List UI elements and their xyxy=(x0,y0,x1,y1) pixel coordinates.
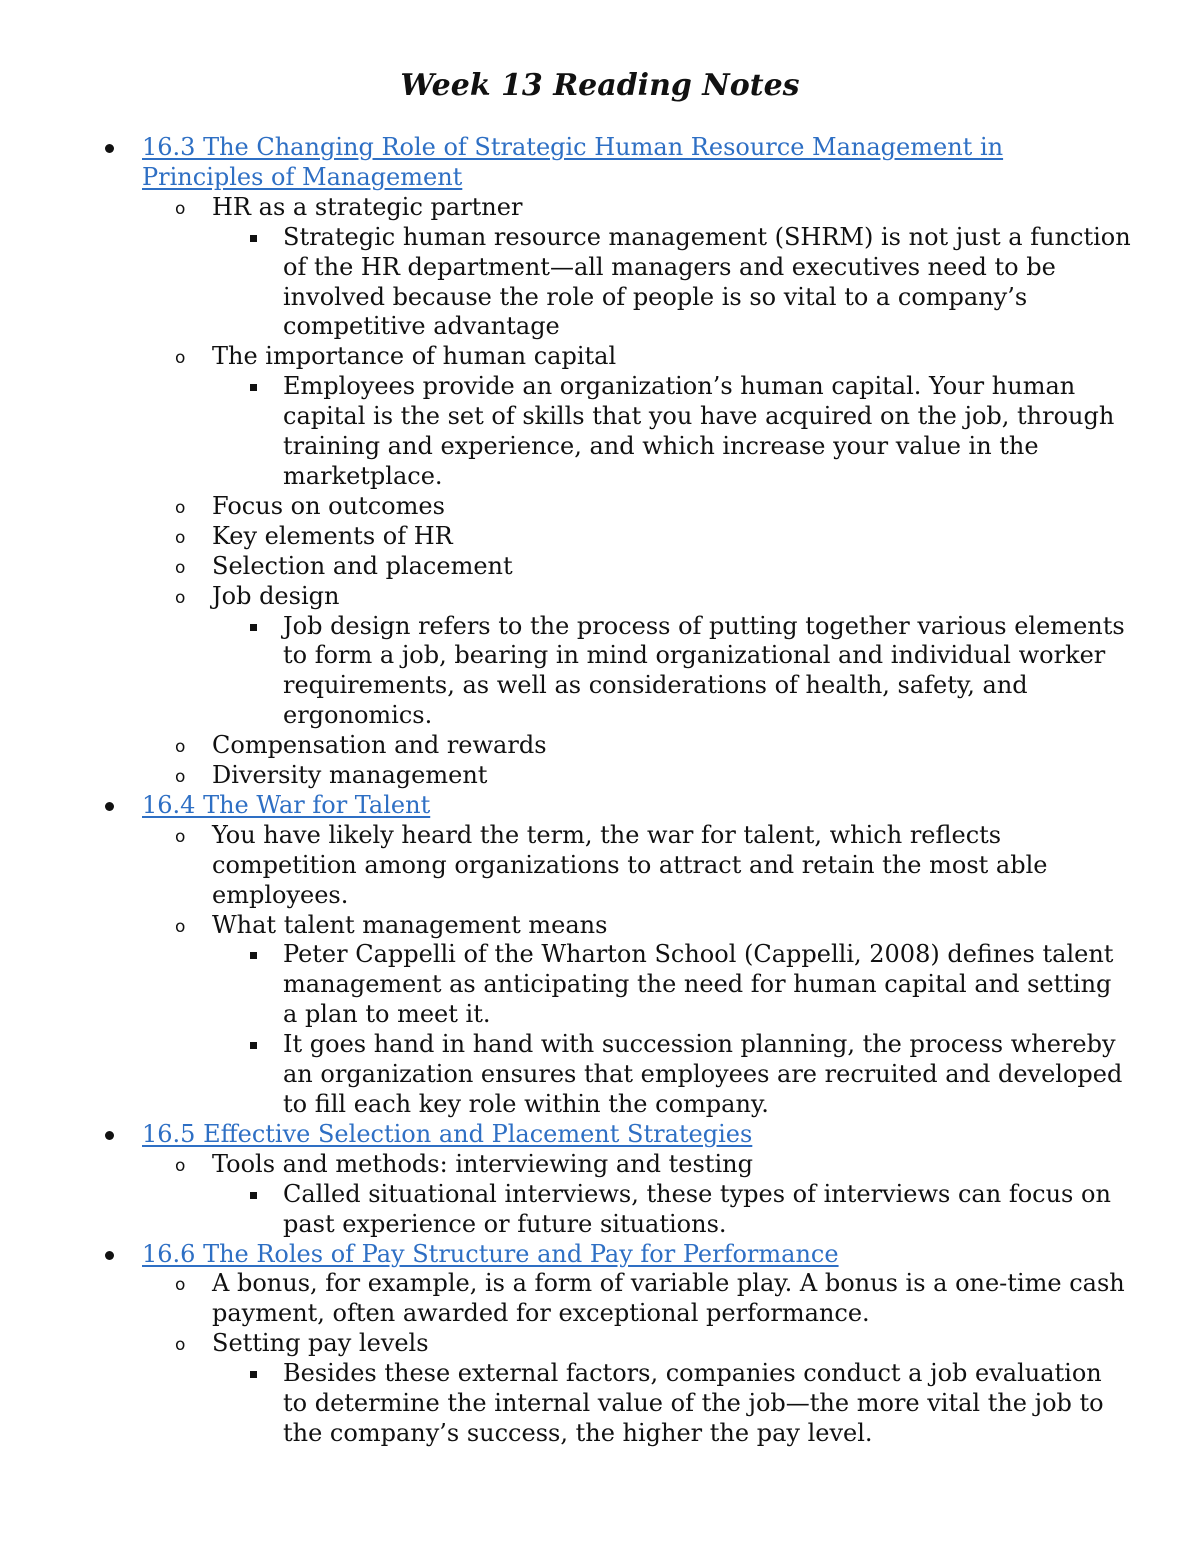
bullet-circle-icon: o xyxy=(175,527,186,548)
subtopic-text: Diversity management xyxy=(212,761,488,790)
section-item xyxy=(142,1240,1132,1449)
subtopic-item xyxy=(175,910,1132,1120)
bullet-square-icon xyxy=(250,952,257,959)
bullet-circle-icon: o xyxy=(175,737,186,758)
subtopic-text: A bonus, for example, is a form of variable play. A bonus is a one-time cash payment, often awarded for exceptional performance. xyxy=(212,1269,1125,1328)
note-item xyxy=(283,940,1132,1030)
bullet-circle-icon: o xyxy=(175,826,186,847)
note-item xyxy=(283,1180,1132,1240)
note-item xyxy=(283,372,1132,492)
subtopic-text: The importance of human capital xyxy=(212,342,617,371)
subtopic-text: What talent management means xyxy=(212,910,608,939)
subtopic-list xyxy=(175,192,1132,791)
bullet-circle-icon: o xyxy=(175,348,186,369)
note-list xyxy=(283,223,1132,343)
section-link[interactable]: 16.5 Effective Selection and Placement Strategies xyxy=(142,1119,753,1148)
note-item xyxy=(283,1030,1132,1120)
note-text: Job design refers to the process of putting together various elements to form a job, bearing in mind organizational and individual worker requirements, as well as considerations of health, safety, and ergonomics. xyxy=(283,611,1125,730)
subtopic-text: You have likely heard the term, the war for talent, which reflects competition among organizations to attract and retain the most able employees. xyxy=(212,820,1048,909)
section-link[interactable]: 16.6 The Roles of Pay Structure and Pay for Performance xyxy=(142,1239,839,1268)
subtopic-list xyxy=(175,820,1132,1120)
bullet-disc-icon xyxy=(105,144,114,153)
subtopic-text: Tools and methods: interviewing and testing xyxy=(212,1149,753,1178)
subtopic-text: Focus on outcomes xyxy=(212,491,445,520)
subtopic-item xyxy=(175,192,1132,343)
note-item xyxy=(283,223,1132,343)
note-item xyxy=(283,612,1132,732)
subtopic-item xyxy=(175,521,1132,552)
subtopic-item xyxy=(175,551,1132,582)
bullet-circle-icon: o xyxy=(175,916,186,937)
bullet-disc-icon xyxy=(105,1251,114,1260)
subtopic-text: Key elements of HR xyxy=(212,521,453,550)
bullet-circle-icon: o xyxy=(175,1335,186,1356)
note-list xyxy=(283,372,1132,492)
subtopic-text: Setting pay levels xyxy=(212,1329,429,1358)
notes-list xyxy=(142,133,1132,1449)
bullet-circle-icon: o xyxy=(175,1275,186,1296)
section-item xyxy=(142,791,1132,1120)
subtopic-text: Compensation and rewards xyxy=(212,731,547,760)
bullet-circle-icon: o xyxy=(175,587,186,608)
bullet-square-icon xyxy=(250,384,257,391)
bullet-square-icon xyxy=(250,1192,257,1199)
bullet-square-icon xyxy=(250,1371,257,1378)
bullet-circle-icon: o xyxy=(175,557,186,578)
note-text: Employees provide an organization’s human capital. Your human capital is the set of skills that you have acquired on the job, through training and experience, and which increase your value in the marketplace. xyxy=(283,372,1115,490)
bullet-circle-icon: o xyxy=(175,767,186,788)
subtopic-item xyxy=(175,1269,1132,1329)
note-list xyxy=(283,612,1132,732)
page-title: Week 13 Reading Notes xyxy=(400,68,800,103)
note-list xyxy=(283,940,1132,1119)
note-text: Peter Cappelli of the Wharton School (Cappelli, 2008) defines talent management as anticipating the need for human capital and setting a plan to meet it. xyxy=(283,940,1114,1029)
subtopic-item xyxy=(175,491,1132,522)
section-item xyxy=(142,133,1132,791)
note-list xyxy=(283,1359,1132,1449)
bullet-disc-icon xyxy=(105,802,114,811)
bullet-circle-icon: o xyxy=(175,497,186,518)
subtopic-item xyxy=(175,731,1132,761)
subtopic-list xyxy=(175,1149,1132,1240)
note-list xyxy=(283,1180,1132,1240)
subtopic-item xyxy=(175,1329,1132,1449)
note-text: Strategic human resource management (SHRM) is not just a function of the HR department—all managers and executives need to be involved because the role of people is so vital to a company’s competitive advantage xyxy=(283,222,1131,341)
subtopic-item xyxy=(175,820,1132,911)
bullet-square-icon xyxy=(250,1042,257,1049)
note-text: It goes hand in hand with succession planning, the process whereby an organization ensures that employees are recruited and developed to fill each key role within the company. xyxy=(283,1030,1123,1118)
note-text: Called situational interviews, these types of interviews can focus on past experience or future situations. xyxy=(283,1179,1111,1238)
subtopic-text: Selection and placement xyxy=(212,551,513,580)
subtopic-list xyxy=(175,1269,1132,1448)
note-item xyxy=(283,1359,1132,1449)
note-text: Besides these external factors, companies conduct a job evaluation to determine the internal value of the job—the more vital the job to the company’s success, the higher the pay level. xyxy=(283,1359,1104,1447)
bullet-disc-icon xyxy=(105,1131,114,1140)
subtopic-item xyxy=(175,1149,1132,1240)
bullet-square-icon xyxy=(250,235,257,242)
bullet-square-icon xyxy=(250,624,257,631)
subtopic-text: HR as a strategic partner xyxy=(212,192,523,221)
subtopic-item xyxy=(175,342,1132,492)
section-link[interactable]: 16.4 The War for Talent xyxy=(142,790,431,819)
subtopic-text: Job design xyxy=(212,581,340,610)
section-item xyxy=(142,1120,1132,1240)
subtopic-item xyxy=(175,761,1132,791)
subtopic-item xyxy=(175,581,1132,732)
section-link[interactable]: 16.3 The Changing Role of Strategic Human Resource Management in Principles of Management xyxy=(142,133,1004,191)
bullet-circle-icon: o xyxy=(175,1155,186,1176)
bullet-circle-icon: o xyxy=(175,198,186,219)
